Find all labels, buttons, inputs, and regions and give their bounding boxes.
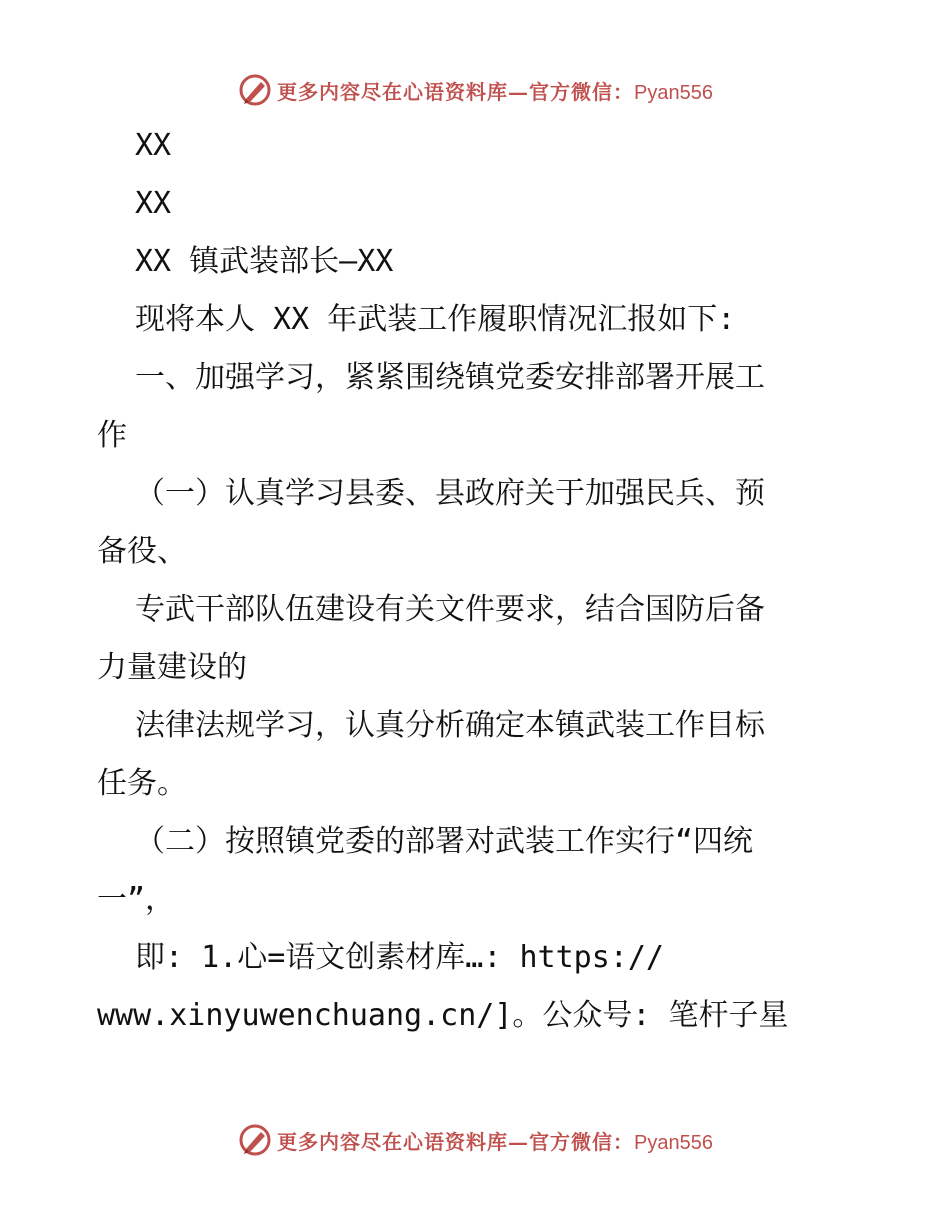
text-line: 作 <box>97 418 127 453</box>
header-watermark-banner <box>0 70 950 110</box>
text-line: （一）认真学习县委、县政府关于加强民兵、预 <box>135 476 765 511</box>
text-line: XX 镇武装部长—XX <box>135 244 394 279</box>
text-line: 专武干部队伍建设有关文件要求，结合国防后备 <box>135 592 765 627</box>
text-line: 一”， <box>97 882 176 917</box>
pen-logo-icon <box>237 72 273 108</box>
text-line: 法律法规学习，认真分析确定本镇武装工作目标 <box>135 708 765 743</box>
text-line: （二）按照镇党委的部署对武装工作实行“四统 <box>135 824 754 859</box>
footer-watermark-text: 更多内容尽在心语资料库—官方微信：Pyan556 <box>277 1129 713 1154</box>
text-line: XX <box>135 128 172 163</box>
header-watermark-text: 更多内容尽在心语资料库—官方微信：Pyan556 <box>277 79 713 104</box>
text-line: 一、加强学习，紧紧围绕镇党委安排部署开展工 <box>135 360 765 395</box>
text-line: 任务。 <box>97 766 187 801</box>
text-line: 现将本人 XX 年武装工作履职情况汇报如下: <box>135 302 736 337</box>
document-body <box>97 117 857 1045</box>
text-line: XX <box>135 186 172 221</box>
text-line: 即: 1.心=语文创素材库…: https:// <box>135 940 664 975</box>
pen-logo-icon <box>237 1122 273 1158</box>
text-line: 力量建设的 <box>97 650 247 685</box>
text-line: 备役、 <box>97 534 187 569</box>
footer-watermark-banner <box>0 1120 950 1160</box>
text-line: www.xinyuwenchuang.cn/]。公众号: 笔杆子星 <box>97 998 789 1033</box>
